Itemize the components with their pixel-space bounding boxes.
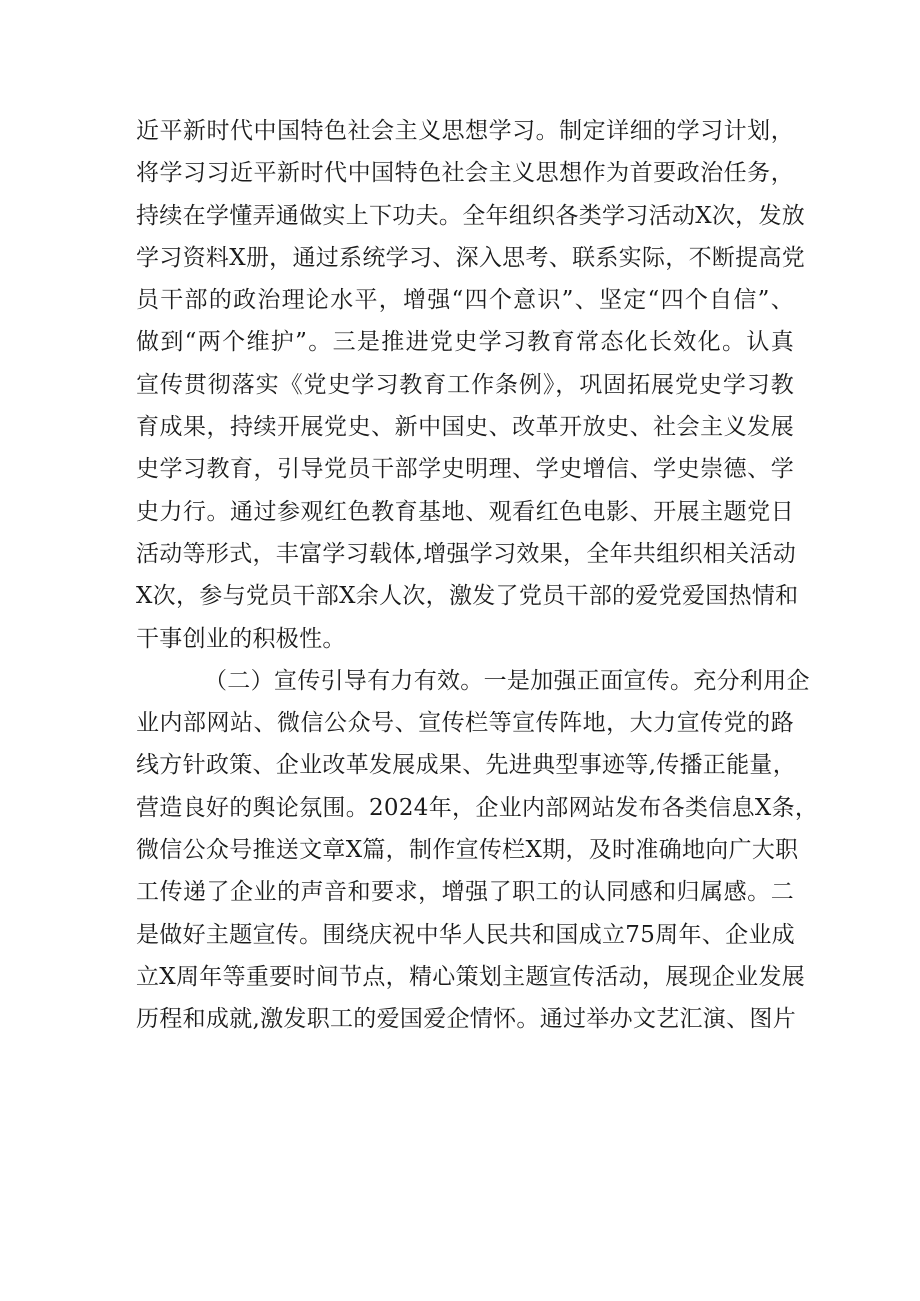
text-line: X次，参与党员干部X余人次，激发了党员干部的爱党爱国热情和 — [136, 583, 799, 610]
text-line: 立X周年等重要时间节点，精心策划主题宣传活动，展现企业发展 — [136, 963, 806, 990]
text-line: 宣传贯彻落实《党史学习教育工作条例》，巩固拓展党史学习教 — [136, 371, 794, 398]
text-line: 是做好主题宣传。围绕庆祝中华人民共和国成立75周年、企业成 — [136, 921, 795, 948]
text-line: 学习资料X册，通过系统学习、深入思考、联系实际，不断提高党 — [136, 244, 806, 271]
text-line: 线方针政策、企业改革发展成果、先进典型事迹等,传播正能量， — [136, 752, 797, 779]
paragraph-publicity — [136, 660, 819, 1041]
text-line: 干事创业的积极性。 — [136, 625, 346, 652]
text-line: 营造良好的舆论氛围。2024年，企业内部网站发布各类信息X条， — [136, 794, 819, 821]
text-line: 工传递了企业的声音和要求，增强了职工的认同感和归属感。二 — [136, 879, 794, 906]
text-line: 微信公众号推送文章X篇，制作宣传栏X期，及时准确地向广大职 — [136, 837, 799, 864]
text-line: 育成果，持续开展党史、新中国史、改革开放史、社会主义发展 — [136, 414, 794, 441]
text-line: 史力行。通过参观红色教育基地、观看红色电影、开展主题党日 — [136, 498, 794, 525]
paragraph-heading-line: （二）宣传引导有力有效。一是加强正面宣传。充分利用企 — [204, 667, 810, 694]
text-line: 做到“两个维护”。三是推进党史学习教育常态化长效化。认真 — [136, 329, 794, 356]
text-line: 员干部的政治理论水平，增强“四个意识”、坚定“四个自信”、 — [136, 287, 794, 314]
text-line: 活动等形式，丰富学习载体,增强学习效果，全年共组织相关活动 — [136, 540, 797, 567]
text-line: 持续在学懂弄通做实上下功夫。全年组织各类学习活动X次，发放 — [136, 202, 806, 229]
paragraph-study — [136, 110, 806, 660]
text-line: 史学习教育，引导党员干部学史明理、学史增信、学史崇德、学 — [136, 456, 794, 483]
document-page — [136, 110, 819, 1041]
text-line: 历程和成就,激发职工的爱国爱企情怀。通过举办文艺汇演、图片 — [136, 1006, 797, 1033]
text-line: 业内部网站、微信公众号、宣传栏等宣传阵地，大力宣传党的路 — [136, 710, 794, 737]
text-line: 将学习习近平新时代中国特色社会主义思想作为首要政治任务， — [136, 160, 794, 187]
text-line: 近平新时代中国特色社会主义思想学习。制定详细的学习计划， — [136, 118, 794, 144]
